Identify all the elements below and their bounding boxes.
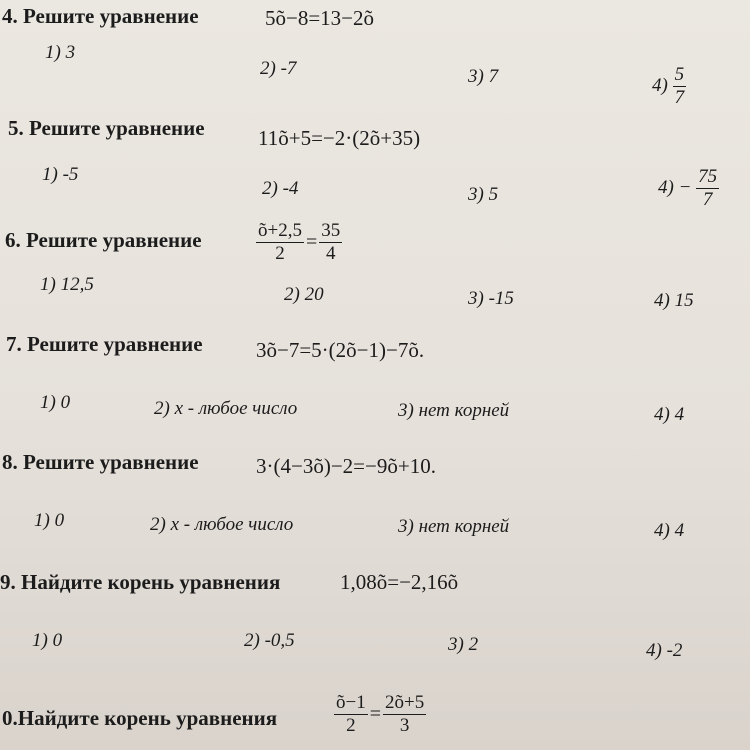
q4-answer-4: 4) $\frac{5}{7}$: [652, 64, 685, 108]
question-4-title: 4. Решите уравнение: [2, 4, 199, 28]
q8-answer-4: 4) 4: [654, 520, 685, 541]
q8-answer-1: 1) 0: [34, 510, 65, 531]
q5-answer-1: 1) -5: [42, 164, 79, 185]
question-5-title: 5. Решите уравнение: [8, 116, 205, 140]
question-10-title: 0.Найдите корень уравнения: [2, 706, 278, 730]
question-7-title: 7. Решите уравнение: [6, 332, 203, 356]
q7-answer-1: 1) 0: [40, 392, 71, 413]
q5-answer-4: 4) − $\frac{75}{7}$: [658, 166, 718, 210]
question-5-equation: 11õ+5=−2·(2õ+35): [258, 126, 421, 150]
q4-answer-2: 2) -7: [260, 58, 297, 79]
q7-answer-4: 4) 4: [654, 404, 685, 425]
q6-left-fraction: $\frac{õ+2,5}{2}$: [258, 220, 302, 264]
q4-answer-4-fraction: $\frac{5}{7}$: [674, 64, 685, 108]
question-9-title: 9. Найдите корень уравнения: [0, 570, 281, 594]
q10-left-fraction: $\frac{õ-1}{2}$: [336, 692, 366, 736]
q8-answer-3: 3) нет корней: [398, 516, 510, 537]
question-6-title: 6. Решите уравнение: [5, 228, 202, 252]
q7-answer-2: 2) x - любое число: [154, 398, 298, 419]
q6-answer-1: 1) 12,5: [40, 274, 94, 295]
q9-answer-1: 1) 0: [32, 630, 63, 651]
question-6-equation: $\frac{õ+2,5}{2}$ = $\frac{35}{4}$: [258, 220, 341, 264]
q8-answer-2: 2) x - любое число: [150, 514, 294, 535]
question-8-equation: 3·(4−3õ)−2=−9õ+10.: [256, 454, 436, 478]
q6-answer-3: 3) -15: [468, 288, 514, 309]
q7-answer-3: 3) нет корней: [398, 400, 510, 421]
q5-answer-4-fraction: $\frac{75}{7}$: [698, 166, 718, 210]
question-7-equation: 3õ−7=5·(2õ−1)−7õ.: [256, 338, 425, 362]
q6-answer-2: 2) 20: [284, 284, 324, 305]
q5-answer-3: 3) 5: [468, 184, 499, 205]
q9-answer-4: 4) -2: [646, 640, 683, 661]
q10-right-fraction: $\frac{2õ+5}{3}$: [385, 692, 425, 736]
q9-answer-2: 2) -0,5: [244, 630, 295, 651]
question-8-title: 8. Решите уравнение: [2, 450, 199, 474]
question-9-equation: 1,08õ=−2,16õ: [340, 570, 459, 594]
q5-answer-2: 2) -4: [262, 178, 299, 199]
q6-answer-4: 4) 15: [654, 290, 694, 311]
q4-answer-3: 3) 7: [468, 66, 499, 87]
question-4-equation: 5õ−8=13−2õ: [265, 6, 375, 30]
q4-answer-1: 1) 3: [45, 42, 76, 63]
q9-answer-3: 3) 2: [448, 634, 479, 655]
question-10-equation: $\frac{õ-1}{2}$ = $\frac{2õ+5}{3}$: [336, 692, 425, 736]
q6-right-fraction: $\frac{35}{4}$: [321, 220, 341, 264]
